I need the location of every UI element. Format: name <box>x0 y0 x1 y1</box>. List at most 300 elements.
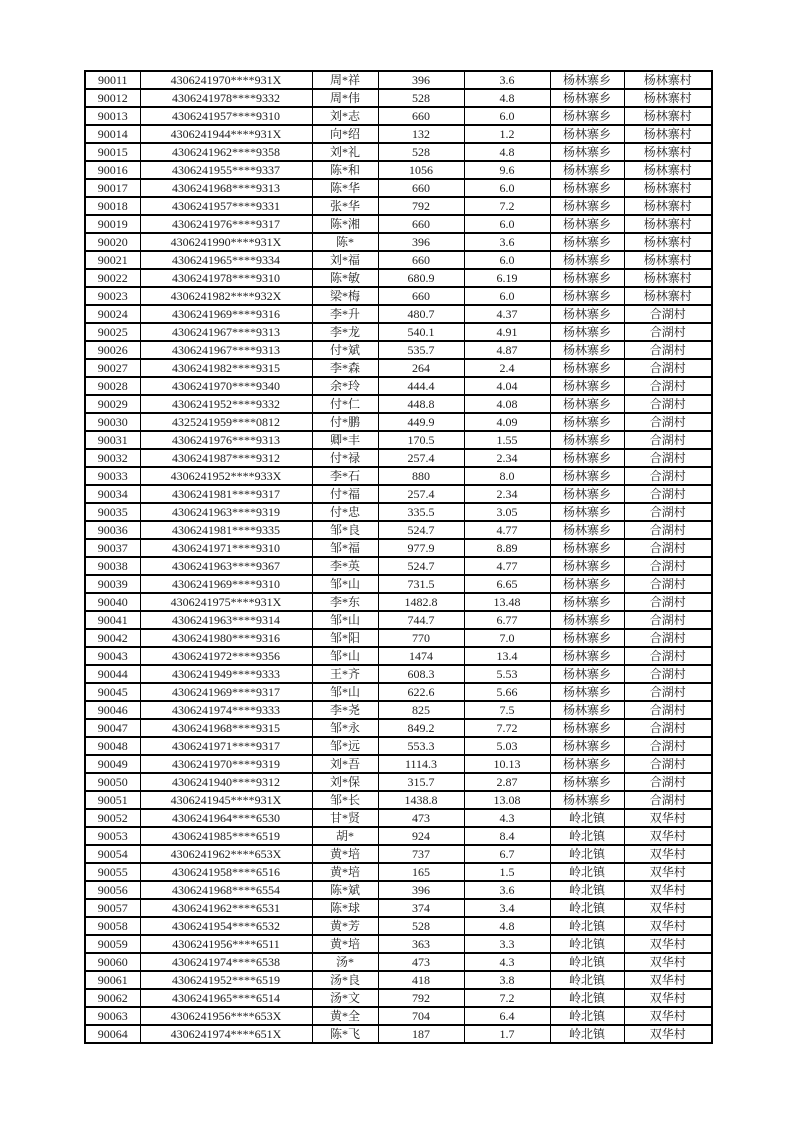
table-row <box>85 377 712 395</box>
cell-id-card: 4306241974****6538 <box>140 953 312 971</box>
cell-village: 合湖村 <box>624 503 712 521</box>
cell-area: 10.13 <box>464 755 550 773</box>
table-row <box>85 701 712 719</box>
cell-township: 岭北镇 <box>550 1025 624 1043</box>
table-row <box>85 827 712 845</box>
table-row <box>85 593 712 611</box>
cell-township: 杨林寨乡 <box>550 179 624 197</box>
cell-name: 刘*志 <box>312 107 378 125</box>
table-row <box>85 125 712 143</box>
cell-township: 杨林寨乡 <box>550 647 624 665</box>
cell-area: 4.87 <box>464 341 550 359</box>
cell-name: 付*忠 <box>312 503 378 521</box>
cell-serial: 90037 <box>85 539 140 557</box>
cell-id-card: 4306241957****9331 <box>140 197 312 215</box>
cell-village: 合湖村 <box>624 701 712 719</box>
cell-village: 合湖村 <box>624 467 712 485</box>
table-row <box>85 809 712 827</box>
cell-village: 合湖村 <box>624 305 712 323</box>
cell-amount: 396 <box>378 233 464 251</box>
cell-name: 邹*长 <box>312 791 378 809</box>
cell-id-card: 4306241967****9313 <box>140 341 312 359</box>
cell-township: 杨林寨乡 <box>550 593 624 611</box>
cell-name: 刘*保 <box>312 773 378 791</box>
cell-name: 周*伟 <box>312 89 378 107</box>
cell-area: 8.4 <box>464 827 550 845</box>
cell-township: 杨林寨乡 <box>550 485 624 503</box>
cell-serial: 90028 <box>85 377 140 395</box>
cell-village: 合湖村 <box>624 485 712 503</box>
cell-village: 双华村 <box>624 863 712 881</box>
table-row <box>85 611 712 629</box>
cell-township: 岭北镇 <box>550 899 624 917</box>
cell-village: 合湖村 <box>624 593 712 611</box>
cell-name: 付*鹏 <box>312 413 378 431</box>
cell-area: 1.7 <box>464 1025 550 1043</box>
cell-area: 4.3 <box>464 809 550 827</box>
cell-village: 双华村 <box>624 899 712 917</box>
cell-township: 杨林寨乡 <box>550 737 624 755</box>
cell-id-card: 4306241958****6516 <box>140 863 312 881</box>
cell-serial: 90064 <box>85 1025 140 1043</box>
cell-amount: 1114.3 <box>378 755 464 773</box>
cell-amount: 418 <box>378 971 464 989</box>
cell-id-card: 4306241990****931X <box>140 233 312 251</box>
cell-serial: 90051 <box>85 791 140 809</box>
cell-id-card: 4325241959****0812 <box>140 413 312 431</box>
cell-amount: 737 <box>378 845 464 863</box>
cell-village: 合湖村 <box>624 395 712 413</box>
cell-village: 双华村 <box>624 845 712 863</box>
cell-village: 杨林寨村 <box>624 107 712 125</box>
cell-id-card: 4306241962****6531 <box>140 899 312 917</box>
cell-village: 双华村 <box>624 881 712 899</box>
table-row <box>85 935 712 953</box>
cell-area: 8.0 <box>464 467 550 485</box>
cell-id-card: 4306241982****9315 <box>140 359 312 377</box>
table-row <box>85 71 712 89</box>
cell-area: 2.34 <box>464 485 550 503</box>
cell-id-card: 4306241974****651X <box>140 1025 312 1043</box>
cell-township: 岭北镇 <box>550 863 624 881</box>
cell-serial: 90036 <box>85 521 140 539</box>
cell-name: 陈*球 <box>312 899 378 917</box>
table-row <box>85 1025 712 1043</box>
table-row <box>85 719 712 737</box>
cell-village: 双华村 <box>624 1007 712 1025</box>
cell-village: 合湖村 <box>624 413 712 431</box>
cell-village: 杨林寨村 <box>624 269 712 287</box>
cell-village: 杨林寨村 <box>624 71 712 89</box>
cell-amount: 1438.8 <box>378 791 464 809</box>
cell-name: 陈*飞 <box>312 1025 378 1043</box>
cell-name: 胡* <box>312 827 378 845</box>
table-row <box>85 647 712 665</box>
cell-area: 1.2 <box>464 125 550 143</box>
cell-area: 4.3 <box>464 953 550 971</box>
cell-area: 4.37 <box>464 305 550 323</box>
cell-township: 杨林寨乡 <box>550 251 624 269</box>
cell-area: 13.48 <box>464 593 550 611</box>
table-row <box>85 467 712 485</box>
cell-amount: 528 <box>378 917 464 935</box>
table-body <box>85 71 712 1043</box>
cell-serial: 90056 <box>85 881 140 899</box>
cell-township: 杨林寨乡 <box>550 521 624 539</box>
cell-id-card: 4306241955****9337 <box>140 161 312 179</box>
cell-name: 陈*湘 <box>312 215 378 233</box>
cell-amount: 335.5 <box>378 503 464 521</box>
cell-township: 杨林寨乡 <box>550 89 624 107</box>
cell-village: 合湖村 <box>624 665 712 683</box>
cell-village: 合湖村 <box>624 359 712 377</box>
cell-id-card: 4306241945****931X <box>140 791 312 809</box>
cell-area: 4.09 <box>464 413 550 431</box>
cell-area: 6.65 <box>464 575 550 593</box>
cell-amount: 257.4 <box>378 485 464 503</box>
cell-village: 合湖村 <box>624 521 712 539</box>
cell-name: 邹*福 <box>312 539 378 557</box>
cell-name: 陈*和 <box>312 161 378 179</box>
table-row <box>85 323 712 341</box>
cell-amount: 540.1 <box>378 323 464 341</box>
cell-id-card: 4306241981****9335 <box>140 521 312 539</box>
cell-area: 6.0 <box>464 215 550 233</box>
table-row <box>85 413 712 431</box>
cell-amount: 480.7 <box>378 305 464 323</box>
cell-village: 合湖村 <box>624 737 712 755</box>
cell-name: 刘*福 <box>312 251 378 269</box>
cell-village: 合湖村 <box>624 449 712 467</box>
cell-area: 4.77 <box>464 521 550 539</box>
table-row <box>85 773 712 791</box>
cell-name: 余*玲 <box>312 377 378 395</box>
cell-id-card: 4306241970****9319 <box>140 755 312 773</box>
cell-serial: 90021 <box>85 251 140 269</box>
cell-village: 合湖村 <box>624 773 712 791</box>
cell-area: 6.0 <box>464 179 550 197</box>
cell-serial: 90033 <box>85 467 140 485</box>
cell-township: 杨林寨乡 <box>550 791 624 809</box>
cell-name: 李*龙 <box>312 323 378 341</box>
cell-village: 杨林寨村 <box>624 233 712 251</box>
table-row <box>85 845 712 863</box>
cell-township: 杨林寨乡 <box>550 197 624 215</box>
cell-village: 双华村 <box>624 827 712 845</box>
cell-serial: 90046 <box>85 701 140 719</box>
cell-name: 汤*良 <box>312 971 378 989</box>
cell-amount: 444.4 <box>378 377 464 395</box>
cell-township: 杨林寨乡 <box>550 377 624 395</box>
cell-amount: 660 <box>378 251 464 269</box>
cell-name: 陈*斌 <box>312 881 378 899</box>
cell-village: 杨林寨村 <box>624 179 712 197</box>
cell-amount: 825 <box>378 701 464 719</box>
cell-amount: 680.9 <box>378 269 464 287</box>
cell-village: 双华村 <box>624 917 712 935</box>
cell-township: 杨林寨乡 <box>550 125 624 143</box>
cell-amount: 731.5 <box>378 575 464 593</box>
cell-village: 双华村 <box>624 1025 712 1043</box>
cell-village: 杨林寨村 <box>624 215 712 233</box>
cell-serial: 90030 <box>85 413 140 431</box>
cell-serial: 90022 <box>85 269 140 287</box>
cell-area: 6.0 <box>464 287 550 305</box>
cell-township: 杨林寨乡 <box>550 395 624 413</box>
cell-name: 黄*培 <box>312 863 378 881</box>
cell-area: 6.0 <box>464 107 550 125</box>
cell-village: 双华村 <box>624 971 712 989</box>
cell-id-card: 4306241954****6532 <box>140 917 312 935</box>
cell-amount: 187 <box>378 1025 464 1043</box>
cell-amount: 622.6 <box>378 683 464 701</box>
cell-amount: 744.7 <box>378 611 464 629</box>
cell-serial: 90055 <box>85 863 140 881</box>
cell-township: 杨林寨乡 <box>550 629 624 647</box>
cell-village: 双华村 <box>624 989 712 1007</box>
cell-township: 杨林寨乡 <box>550 539 624 557</box>
cell-amount: 528 <box>378 143 464 161</box>
cell-amount: 396 <box>378 881 464 899</box>
cell-name: 陈* <box>312 233 378 251</box>
cell-township: 杨林寨乡 <box>550 341 624 359</box>
cell-id-card: 4306241971****9310 <box>140 539 312 557</box>
cell-name: 甘*贤 <box>312 809 378 827</box>
cell-area: 3.6 <box>464 71 550 89</box>
cell-amount: 660 <box>378 287 464 305</box>
cell-village: 杨林寨村 <box>624 197 712 215</box>
cell-serial: 90063 <box>85 1007 140 1025</box>
cell-name: 陈*华 <box>312 179 378 197</box>
cell-village: 合湖村 <box>624 575 712 593</box>
cell-village: 合湖村 <box>624 629 712 647</box>
cell-name: 周*祥 <box>312 71 378 89</box>
cell-area: 4.77 <box>464 557 550 575</box>
cell-name: 梁*梅 <box>312 287 378 305</box>
cell-township: 岭北镇 <box>550 989 624 1007</box>
cell-village: 杨林寨村 <box>624 161 712 179</box>
records-table <box>84 70 713 1044</box>
cell-amount: 264 <box>378 359 464 377</box>
cell-area: 3.6 <box>464 881 550 899</box>
cell-amount: 608.3 <box>378 665 464 683</box>
cell-serial: 90061 <box>85 971 140 989</box>
table-row <box>85 629 712 647</box>
cell-id-card: 4306241952****6519 <box>140 971 312 989</box>
cell-amount: 170.5 <box>378 431 464 449</box>
cell-serial: 90016 <box>85 161 140 179</box>
cell-area: 4.8 <box>464 143 550 161</box>
cell-serial: 90062 <box>85 989 140 1007</box>
cell-name: 付*斌 <box>312 341 378 359</box>
cell-village: 合湖村 <box>624 683 712 701</box>
table-row <box>85 449 712 467</box>
cell-serial: 90058 <box>85 917 140 935</box>
cell-serial: 90025 <box>85 323 140 341</box>
cell-village: 合湖村 <box>624 323 712 341</box>
cell-township: 杨林寨乡 <box>550 611 624 629</box>
cell-township: 杨林寨乡 <box>550 431 624 449</box>
cell-id-card: 4306241967****9313 <box>140 323 312 341</box>
cell-township: 杨林寨乡 <box>550 773 624 791</box>
cell-id-card: 4306241965****6514 <box>140 989 312 1007</box>
cell-area: 3.6 <box>464 233 550 251</box>
cell-area: 1.5 <box>464 863 550 881</box>
cell-serial: 90049 <box>85 755 140 773</box>
cell-township: 杨林寨乡 <box>550 719 624 737</box>
cell-serial: 90054 <box>85 845 140 863</box>
cell-serial: 90024 <box>85 305 140 323</box>
cell-amount: 660 <box>378 107 464 125</box>
table-row <box>85 269 712 287</box>
cell-name: 付*福 <box>312 485 378 503</box>
cell-name: 卿*丰 <box>312 431 378 449</box>
cell-area: 7.2 <box>464 989 550 1007</box>
cell-area: 13.08 <box>464 791 550 809</box>
cell-area: 7.72 <box>464 719 550 737</box>
cell-area: 3.05 <box>464 503 550 521</box>
cell-id-card: 4306241952****9332 <box>140 395 312 413</box>
cell-township: 杨林寨乡 <box>550 755 624 773</box>
cell-township: 岭北镇 <box>550 935 624 953</box>
cell-id-card: 4306241975****931X <box>140 593 312 611</box>
cell-amount: 660 <box>378 215 464 233</box>
cell-amount: 880 <box>378 467 464 485</box>
cell-serial: 90012 <box>85 89 140 107</box>
cell-township: 杨林寨乡 <box>550 71 624 89</box>
cell-name: 汤* <box>312 953 378 971</box>
cell-name: 邹*山 <box>312 611 378 629</box>
cell-id-card: 4306241963****9367 <box>140 557 312 575</box>
cell-area: 3.8 <box>464 971 550 989</box>
cell-village: 双华村 <box>624 935 712 953</box>
cell-area: 6.7 <box>464 845 550 863</box>
cell-id-card: 4306241974****9333 <box>140 701 312 719</box>
table-row <box>85 953 712 971</box>
cell-serial: 90040 <box>85 593 140 611</box>
cell-village: 合湖村 <box>624 755 712 773</box>
cell-name: 李*尧 <box>312 701 378 719</box>
cell-township: 杨林寨乡 <box>550 467 624 485</box>
table-row <box>85 575 712 593</box>
cell-id-card: 4306241969****9310 <box>140 575 312 593</box>
cell-id-card: 4306241952****933X <box>140 467 312 485</box>
cell-amount: 473 <box>378 809 464 827</box>
cell-id-card: 4306241972****9356 <box>140 647 312 665</box>
cell-area: 4.04 <box>464 377 550 395</box>
table-row <box>85 503 712 521</box>
cell-area: 6.77 <box>464 611 550 629</box>
cell-serial: 90044 <box>85 665 140 683</box>
cell-id-card: 4306241978****9332 <box>140 89 312 107</box>
cell-id-card: 4306241944****931X <box>140 125 312 143</box>
cell-township: 杨林寨乡 <box>550 287 624 305</box>
table-row <box>85 737 712 755</box>
cell-village: 杨林寨村 <box>624 287 712 305</box>
cell-id-card: 4306241970****931X <box>140 71 312 89</box>
cell-name: 付*禄 <box>312 449 378 467</box>
cell-village: 杨林寨村 <box>624 143 712 161</box>
cell-township: 杨林寨乡 <box>550 323 624 341</box>
cell-name: 李*英 <box>312 557 378 575</box>
table-row <box>85 341 712 359</box>
cell-amount: 315.7 <box>378 773 464 791</box>
cell-township: 岭北镇 <box>550 953 624 971</box>
cell-township: 杨林寨乡 <box>550 503 624 521</box>
cell-amount: 524.7 <box>378 557 464 575</box>
table-row <box>85 251 712 269</box>
cell-serial: 90034 <box>85 485 140 503</box>
cell-id-card: 4306241962****653X <box>140 845 312 863</box>
cell-amount: 1474 <box>378 647 464 665</box>
cell-area: 4.91 <box>464 323 550 341</box>
table-row <box>85 755 712 773</box>
cell-name: 黄*全 <box>312 1007 378 1025</box>
cell-name: 黄*培 <box>312 935 378 953</box>
cell-id-card: 4306241976****9313 <box>140 431 312 449</box>
cell-serial: 90053 <box>85 827 140 845</box>
cell-township: 杨林寨乡 <box>550 701 624 719</box>
cell-amount: 363 <box>378 935 464 953</box>
cell-serial: 90045 <box>85 683 140 701</box>
cell-id-card: 4306241987****9312 <box>140 449 312 467</box>
table-row <box>85 971 712 989</box>
cell-id-card: 4306241970****9340 <box>140 377 312 395</box>
table-row <box>85 287 712 305</box>
cell-village: 杨林寨村 <box>624 89 712 107</box>
cell-serial: 90018 <box>85 197 140 215</box>
cell-area: 7.0 <box>464 629 550 647</box>
cell-id-card: 4306241976****9317 <box>140 215 312 233</box>
cell-serial: 90029 <box>85 395 140 413</box>
cell-area: 2.87 <box>464 773 550 791</box>
table-row <box>85 143 712 161</box>
cell-village: 杨林寨村 <box>624 125 712 143</box>
cell-township: 杨林寨乡 <box>550 161 624 179</box>
cell-amount: 257.4 <box>378 449 464 467</box>
cell-township: 杨林寨乡 <box>550 665 624 683</box>
cell-township: 杨林寨乡 <box>550 413 624 431</box>
cell-area: 13.4 <box>464 647 550 665</box>
table-row <box>85 521 712 539</box>
cell-serial: 90050 <box>85 773 140 791</box>
table-row <box>85 431 712 449</box>
cell-id-card: 4306241965****9334 <box>140 251 312 269</box>
cell-township: 岭北镇 <box>550 1007 624 1025</box>
cell-village: 合湖村 <box>624 647 712 665</box>
table-row <box>85 197 712 215</box>
cell-amount: 1056 <box>378 161 464 179</box>
cell-name: 张*华 <box>312 197 378 215</box>
cell-township: 杨林寨乡 <box>550 557 624 575</box>
cell-township: 岭北镇 <box>550 971 624 989</box>
cell-area: 3.3 <box>464 935 550 953</box>
cell-township: 杨林寨乡 <box>550 449 624 467</box>
cell-name: 付*仁 <box>312 395 378 413</box>
cell-id-card: 4306241980****9316 <box>140 629 312 647</box>
cell-area: 2.34 <box>464 449 550 467</box>
cell-serial: 90039 <box>85 575 140 593</box>
table-row <box>85 305 712 323</box>
cell-area: 4.8 <box>464 89 550 107</box>
table-row <box>85 395 712 413</box>
cell-serial: 90060 <box>85 953 140 971</box>
cell-name: 邹*山 <box>312 683 378 701</box>
cell-village: 合湖村 <box>624 377 712 395</box>
cell-area: 6.19 <box>464 269 550 287</box>
cell-area: 9.6 <box>464 161 550 179</box>
cell-township: 杨林寨乡 <box>550 107 624 125</box>
